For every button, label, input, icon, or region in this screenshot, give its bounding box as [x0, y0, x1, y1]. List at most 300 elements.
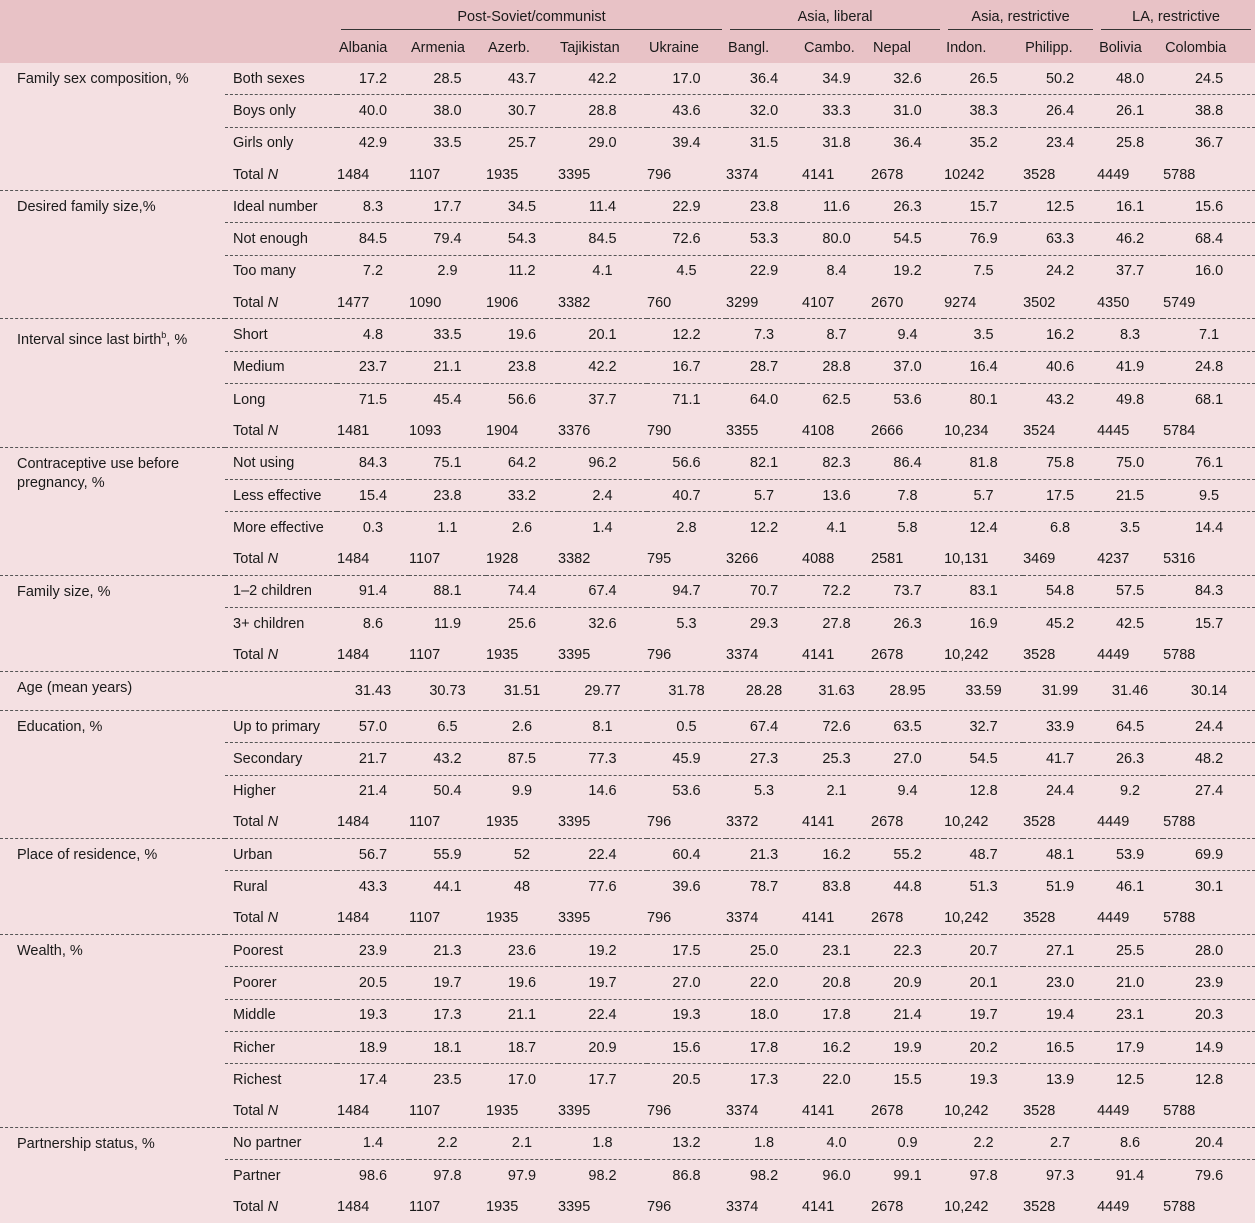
- cell-value: 78.7: [749, 879, 779, 896]
- cell-value: 34.9: [802, 63, 871, 95]
- cell-value: 3.5: [1119, 519, 1141, 536]
- table-row: [0, 63, 1255, 95]
- variable-label: Interval since last birth$^b$, %: [17, 330, 188, 349]
- cell-value: 84.5: [558, 223, 647, 255]
- cell-value: 27.4: [1194, 783, 1224, 800]
- variable-label: Contraceptive use before pregnancy, %: [17, 455, 180, 491]
- total-value: 3395: [558, 639, 647, 671]
- total-value: 1477: [337, 287, 409, 319]
- cell-value: 8.7: [802, 319, 871, 351]
- cell-value: 31.43: [337, 671, 409, 710]
- total-row: [0, 1096, 1255, 1128]
- cell-value: 80.1: [969, 391, 998, 408]
- cell-value: 96.0: [822, 1167, 851, 1184]
- total-value: 4141: [802, 1199, 835, 1216]
- cell-value: 20.5: [672, 1071, 701, 1088]
- cell-value: 33.59: [944, 671, 1023, 710]
- category-label: Poorest: [225, 935, 337, 967]
- cell-value: 7.8: [871, 479, 944, 511]
- cell-value: 26.1: [1097, 95, 1163, 127]
- cell-value: 16.2: [1023, 319, 1097, 351]
- cell-value: 8.6: [362, 615, 384, 632]
- cell-value: 96.2: [558, 447, 647, 479]
- cell-value: 30.1: [1194, 879, 1224, 896]
- total-value: 2678: [871, 807, 944, 839]
- cell-value: 2.2: [409, 1127, 486, 1159]
- total-value: 3528: [1023, 1096, 1097, 1128]
- cell-value: 22.9: [749, 263, 779, 280]
- cell-value: 17.7: [588, 1071, 617, 1088]
- cell-value: 68.1: [1194, 391, 1224, 408]
- cell-value: 0.5: [647, 710, 726, 742]
- cell-value: 97.9: [507, 1167, 537, 1184]
- cell-value: 38.0: [409, 95, 486, 127]
- cell-value: 31.5: [749, 135, 779, 152]
- total-value: 10,242: [944, 639, 1023, 671]
- cell-value: 23.4: [1045, 135, 1075, 152]
- cell-value: 25.7: [507, 135, 537, 152]
- total-value: 3528: [1023, 159, 1097, 191]
- cell-value: 32.0: [726, 95, 802, 127]
- cell-value: 6.5: [409, 710, 486, 742]
- cell-value: 54.3: [486, 223, 558, 255]
- cell-value: 75.1: [409, 447, 486, 479]
- total-value: 3395: [558, 1199, 591, 1216]
- total-value: 1928: [486, 543, 558, 575]
- cell-value: 2.9: [437, 263, 458, 280]
- total-label: Total N: [225, 159, 337, 191]
- cell-value: 20.2: [944, 1031, 1023, 1063]
- group-header-label: Asia, restrictive: [948, 9, 1093, 30]
- group-header: [1097, 0, 1255, 33]
- country-header: Ukraine: [647, 33, 726, 63]
- cell-value: 9.4: [897, 783, 918, 800]
- total-label: Total N: [233, 1199, 279, 1216]
- cell-value: 20.1: [558, 319, 647, 351]
- cell-value: 39.6: [672, 879, 701, 896]
- total-label: Total N: [225, 1096, 337, 1128]
- cell-value: 23.8: [726, 191, 802, 223]
- cell-value: 84.5: [337, 223, 409, 255]
- cell-value: 19.7: [558, 967, 647, 999]
- total-value: 1484: [337, 1096, 409, 1128]
- cell-value: 74.4: [486, 575, 558, 607]
- cell-value: 99.1: [893, 1167, 922, 1184]
- cell-value: 33.2: [486, 479, 558, 511]
- total-row: [0, 639, 1255, 671]
- cell-value: 42.2: [558, 351, 647, 383]
- cell-value: 86.4: [871, 447, 944, 479]
- cell-value: 40.7: [647, 479, 726, 511]
- cell-value: 1.8: [726, 1127, 802, 1159]
- variable-label: Family size, %: [17, 583, 111, 600]
- cell-value: 60.4: [647, 839, 726, 871]
- cell-value: 56.6: [507, 391, 537, 408]
- table-row: [0, 935, 1255, 967]
- cell-value: 19.3: [969, 1071, 998, 1088]
- cell-value: 20.7: [944, 935, 1023, 967]
- category-label: Partner: [233, 1167, 281, 1184]
- group-header: [944, 0, 1097, 33]
- cell-value: 17.5: [647, 935, 726, 967]
- cell-value: 27.0: [871, 743, 944, 775]
- cell-value: 48.2: [1163, 743, 1255, 775]
- cell-value: 8.6: [1097, 1127, 1163, 1159]
- total-value: 1906: [486, 287, 558, 319]
- total-value: 3395: [558, 807, 647, 839]
- total-value: 1484: [337, 903, 409, 935]
- total-label: Total N: [225, 287, 337, 319]
- cell-value: 30.14: [1163, 671, 1255, 710]
- cell-value: 28.28: [726, 671, 802, 710]
- cell-value: 4.0: [802, 1127, 871, 1159]
- category-label: Both sexes: [225, 63, 337, 95]
- cell-value: 20.9: [558, 1031, 647, 1063]
- category-label: Richest: [233, 1071, 282, 1088]
- cell-value: 21.4: [358, 783, 388, 800]
- table-row: [0, 1127, 1255, 1159]
- total-value: 10,242: [944, 903, 1023, 935]
- total-value: 1484: [337, 639, 409, 671]
- total-value: 4141: [802, 807, 871, 839]
- cell-value: 33.5: [409, 319, 486, 351]
- cell-value: 51.9: [1045, 879, 1075, 896]
- total-value: 796: [647, 903, 726, 935]
- cell-value: 12.8: [969, 783, 998, 800]
- total-value: 5316: [1163, 543, 1255, 575]
- total-value: 5788: [1163, 1199, 1196, 1216]
- category-label: Richer: [225, 1031, 337, 1063]
- country-header: Bangl.: [726, 33, 802, 63]
- cell-value: 48.7: [944, 839, 1023, 871]
- cell-value: 2.1: [826, 783, 847, 800]
- total-value: 2678: [871, 1096, 944, 1128]
- category-label: Not using: [225, 447, 337, 479]
- total-value: 1093: [409, 415, 486, 447]
- group-header-label: Post-Soviet/communist: [341, 9, 722, 30]
- total-value: 3524: [1023, 415, 1097, 447]
- cell-value: 69.9: [1163, 839, 1255, 871]
- total-row: [0, 903, 1255, 935]
- cell-value: 19.4: [1023, 999, 1097, 1031]
- cell-value: 19.6: [486, 967, 558, 999]
- cell-value: 32.6: [588, 615, 617, 632]
- cell-value: 35.2: [969, 135, 998, 152]
- total-value: 5788: [1163, 639, 1255, 671]
- total-value: 1107: [409, 1199, 441, 1216]
- cell-value: 20.5: [337, 967, 409, 999]
- cell-value: 64.5: [1097, 710, 1163, 742]
- cell-value: 15.6: [1163, 191, 1255, 223]
- cell-value: 6.8: [1049, 519, 1071, 536]
- cell-value: 43.6: [647, 95, 726, 127]
- cell-value: 17.9: [1097, 1031, 1163, 1063]
- cell-value: 26.4: [1023, 95, 1097, 127]
- cell-value: 15.7: [1194, 615, 1224, 632]
- cell-value: 24.4: [1045, 783, 1075, 800]
- cell-value: 53.6: [893, 391, 922, 408]
- cell-value: 19.7: [409, 967, 486, 999]
- cell-value: 23.1: [1097, 999, 1163, 1031]
- cell-value: 82.3: [802, 447, 871, 479]
- cell-value: 19.2: [558, 935, 647, 967]
- total-value: 4141: [802, 903, 871, 935]
- cell-value: 16.0: [1194, 263, 1224, 280]
- total-row: [0, 1191, 1255, 1222]
- total-value: 3469: [1023, 543, 1097, 575]
- cell-value: 5.7: [944, 479, 1023, 511]
- total-value: 2678: [871, 159, 944, 191]
- category-label: Boys only: [225, 95, 337, 127]
- cell-value: 31.51: [486, 671, 558, 710]
- cell-value: 98.2: [588, 1167, 617, 1184]
- cell-value: 91.4: [1115, 1167, 1145, 1184]
- cell-value: 71.1: [672, 391, 701, 408]
- total-value: 4445: [1097, 415, 1163, 447]
- total-value: 4449: [1097, 159, 1163, 191]
- total-value: 796: [647, 807, 726, 839]
- total-value: 3382: [558, 287, 647, 319]
- cell-value: 18.7: [486, 1031, 558, 1063]
- cell-value: 8.3: [1097, 319, 1163, 351]
- cell-value: 30.73: [409, 671, 486, 710]
- cell-value: 13.2: [647, 1127, 726, 1159]
- cell-value: 5.7: [726, 479, 802, 511]
- cell-value: 23.8: [486, 351, 558, 383]
- total-value: 3374: [726, 159, 802, 191]
- cell-value: 25.8: [1115, 135, 1145, 152]
- cell-value: 75.8: [1023, 447, 1097, 479]
- cell-value: 4.5: [676, 263, 697, 280]
- cell-value: 28.8: [558, 95, 647, 127]
- cell-value: 2.8: [676, 519, 697, 536]
- total-value: 2581: [871, 543, 944, 575]
- country-header: Colombia: [1163, 33, 1255, 63]
- cell-value: 48: [513, 879, 531, 896]
- cell-value: 2.1: [486, 1127, 558, 1159]
- cell-value: 21.4: [871, 999, 944, 1031]
- cell-value: 23.0: [1023, 967, 1097, 999]
- category-label: Higher: [233, 783, 276, 800]
- cell-value: 33.3: [802, 95, 871, 127]
- cell-value: 31.99: [1023, 671, 1097, 710]
- cell-value: 68.4: [1163, 223, 1255, 255]
- total-value: 796: [647, 639, 726, 671]
- cell-value: 83.1: [944, 575, 1023, 607]
- cell-value: 23.8: [409, 479, 486, 511]
- cell-value: 18.9: [337, 1031, 409, 1063]
- cell-value: 23.6: [486, 935, 558, 967]
- total-value: 5749: [1163, 287, 1255, 319]
- total-value: 5788: [1163, 1096, 1255, 1128]
- group-header-row: [0, 0, 1255, 33]
- cell-value: 15.7: [944, 191, 1023, 223]
- total-value: 1090: [409, 287, 486, 319]
- cell-value: 16.1: [1097, 191, 1163, 223]
- total-value: 1107: [409, 1096, 486, 1128]
- cell-value: 5.8: [897, 519, 918, 536]
- cell-value: 13.9: [1045, 1071, 1075, 1088]
- cell-value: 32.7: [944, 710, 1023, 742]
- cell-value: 40.0: [337, 95, 409, 127]
- cell-value: 56.6: [647, 447, 726, 479]
- total-label: Total N: [225, 415, 337, 447]
- category-label: Middle: [225, 999, 337, 1031]
- cell-value: 19.7: [944, 999, 1023, 1031]
- cell-value: 55.9: [409, 839, 486, 871]
- cell-value: 75.0: [1097, 447, 1163, 479]
- cell-value: 25.6: [507, 615, 537, 632]
- total-value: 1484: [337, 807, 409, 839]
- category-label: Short: [225, 319, 337, 351]
- cell-value: 17.0: [647, 63, 726, 95]
- cell-value: 53.9: [1097, 839, 1163, 871]
- cell-value: 17.3: [409, 999, 486, 1031]
- cell-value: 32.6: [871, 63, 944, 95]
- total-value: 3502: [1023, 287, 1097, 319]
- total-value: 4350: [1097, 287, 1163, 319]
- cell-value: 57.5: [1097, 575, 1163, 607]
- cell-value: 15.5: [893, 1071, 922, 1088]
- cell-value: 8.1: [558, 710, 647, 742]
- total-value: 1481: [337, 415, 409, 447]
- cell-value: 33.5: [433, 135, 462, 152]
- cell-value: 4.1: [826, 519, 847, 536]
- total-value: 5784: [1163, 415, 1255, 447]
- total-value: 9274: [944, 287, 1023, 319]
- cell-value: 16.2: [802, 839, 871, 871]
- cell-value: 12.2: [647, 319, 726, 351]
- cell-value: 44.8: [893, 879, 922, 896]
- category-label: Poorer: [225, 967, 337, 999]
- cell-value: 23.7: [337, 351, 409, 383]
- cell-value: 57.0: [337, 710, 409, 742]
- category-label: Less effective: [225, 479, 337, 511]
- cell-value: 97.8: [433, 1167, 462, 1184]
- cell-value: 2.7: [1023, 1127, 1097, 1159]
- cell-value: 12.2: [749, 519, 779, 536]
- total-value: 1935: [486, 159, 558, 191]
- cell-value: 21.3: [726, 839, 802, 871]
- country-header: Armenia: [409, 33, 486, 63]
- cell-value: 94.7: [647, 575, 726, 607]
- cell-value: 42.2: [558, 63, 647, 95]
- cell-value: 36.4: [726, 63, 802, 95]
- cell-value: 19.9: [871, 1031, 944, 1063]
- cell-value: 12.5: [1115, 1071, 1145, 1088]
- cell-value: 17.0: [507, 1071, 537, 1088]
- cell-value: 7.1: [1163, 319, 1255, 351]
- cell-value: 27.0: [647, 967, 726, 999]
- total-value: 1484: [337, 159, 409, 191]
- cell-value: 8.3: [337, 191, 409, 223]
- cell-value: 42.9: [358, 135, 388, 152]
- cell-value: 98.6: [358, 1167, 388, 1184]
- total-value: 1935: [486, 1096, 558, 1128]
- cell-value: 88.1: [409, 575, 486, 607]
- cell-value: 20.1: [944, 967, 1023, 999]
- total-value: 1484: [337, 1199, 370, 1216]
- total-value: 1904: [486, 415, 558, 447]
- variable-label: Desired family size,%: [17, 199, 156, 216]
- total-value: 4108: [802, 415, 871, 447]
- cell-value: 17.4: [358, 1071, 388, 1088]
- cell-value: 84.3: [1163, 575, 1255, 607]
- cell-value: 19.2: [893, 263, 922, 280]
- total-value: 3374: [726, 903, 802, 935]
- cell-value: 2.6: [486, 710, 558, 742]
- cell-value: 31.0: [871, 95, 944, 127]
- cell-value: 18.0: [726, 999, 802, 1031]
- category-label: Long: [233, 391, 266, 408]
- cell-value: 24.5: [1163, 63, 1255, 95]
- cell-value: 26.3: [871, 191, 944, 223]
- cell-value: 84.3: [337, 447, 409, 479]
- category-label: Not enough: [225, 223, 337, 255]
- cell-value: 25.0: [726, 935, 802, 967]
- cell-value: 28.95: [871, 671, 944, 710]
- cell-value: 11.6: [802, 191, 871, 223]
- total-value: 3395: [558, 1096, 647, 1128]
- cell-value: 15.4: [337, 479, 409, 511]
- cell-value: 43.2: [1045, 391, 1075, 408]
- total-value: 1935: [486, 807, 558, 839]
- total-row: [0, 543, 1255, 575]
- total-value: 5788: [1163, 807, 1255, 839]
- cell-value: 72.2: [802, 575, 871, 607]
- total-value: 5788: [1163, 159, 1255, 191]
- cell-value: 21.0: [1097, 967, 1163, 999]
- cell-value: 1.1: [437, 519, 458, 536]
- cell-value: 22.9: [647, 191, 726, 223]
- total-value: 1107: [409, 159, 486, 191]
- country-header-row: [0, 33, 1255, 63]
- cell-value: 22.0: [822, 1071, 851, 1088]
- cell-value: 15.6: [647, 1031, 726, 1063]
- cell-value: 64.2: [486, 447, 558, 479]
- cell-value: 54.5: [944, 743, 1023, 775]
- cell-value: 0.9: [871, 1127, 944, 1159]
- total-value: 10,131: [944, 543, 1023, 575]
- cell-value: 97.8: [969, 1167, 998, 1184]
- cell-value: 43.3: [358, 879, 388, 896]
- total-value: 10,242: [944, 1199, 989, 1216]
- category-label: Medium: [225, 351, 337, 383]
- total-value: 3395: [558, 159, 647, 191]
- table-row: [0, 447, 1255, 479]
- category-label: No partner: [225, 1127, 337, 1159]
- cell-value: 80.0: [802, 223, 871, 255]
- cell-value: 40.6: [1023, 351, 1097, 383]
- cell-value: 28.5: [409, 63, 486, 95]
- total-value: 1935: [486, 903, 558, 935]
- cell-value: 1.4: [592, 519, 613, 536]
- cell-value: 14.4: [1194, 519, 1224, 536]
- total-value: 3374: [726, 639, 802, 671]
- cell-value: 45.2: [1045, 615, 1075, 632]
- cell-value: 24.4: [1163, 710, 1255, 742]
- cell-value: 19.3: [337, 999, 409, 1031]
- country-header: Philipp.: [1023, 33, 1097, 63]
- cell-value: 9.9: [511, 783, 533, 800]
- category-label: Ideal number: [225, 191, 337, 223]
- variable-label: Education, %: [17, 718, 103, 735]
- cell-value: 16.9: [969, 615, 998, 632]
- country-header: Albania: [337, 33, 409, 63]
- cell-value: 25.3: [802, 743, 871, 775]
- cell-value: 12.8: [1194, 1071, 1224, 1088]
- cell-value: 23.5: [433, 1071, 462, 1088]
